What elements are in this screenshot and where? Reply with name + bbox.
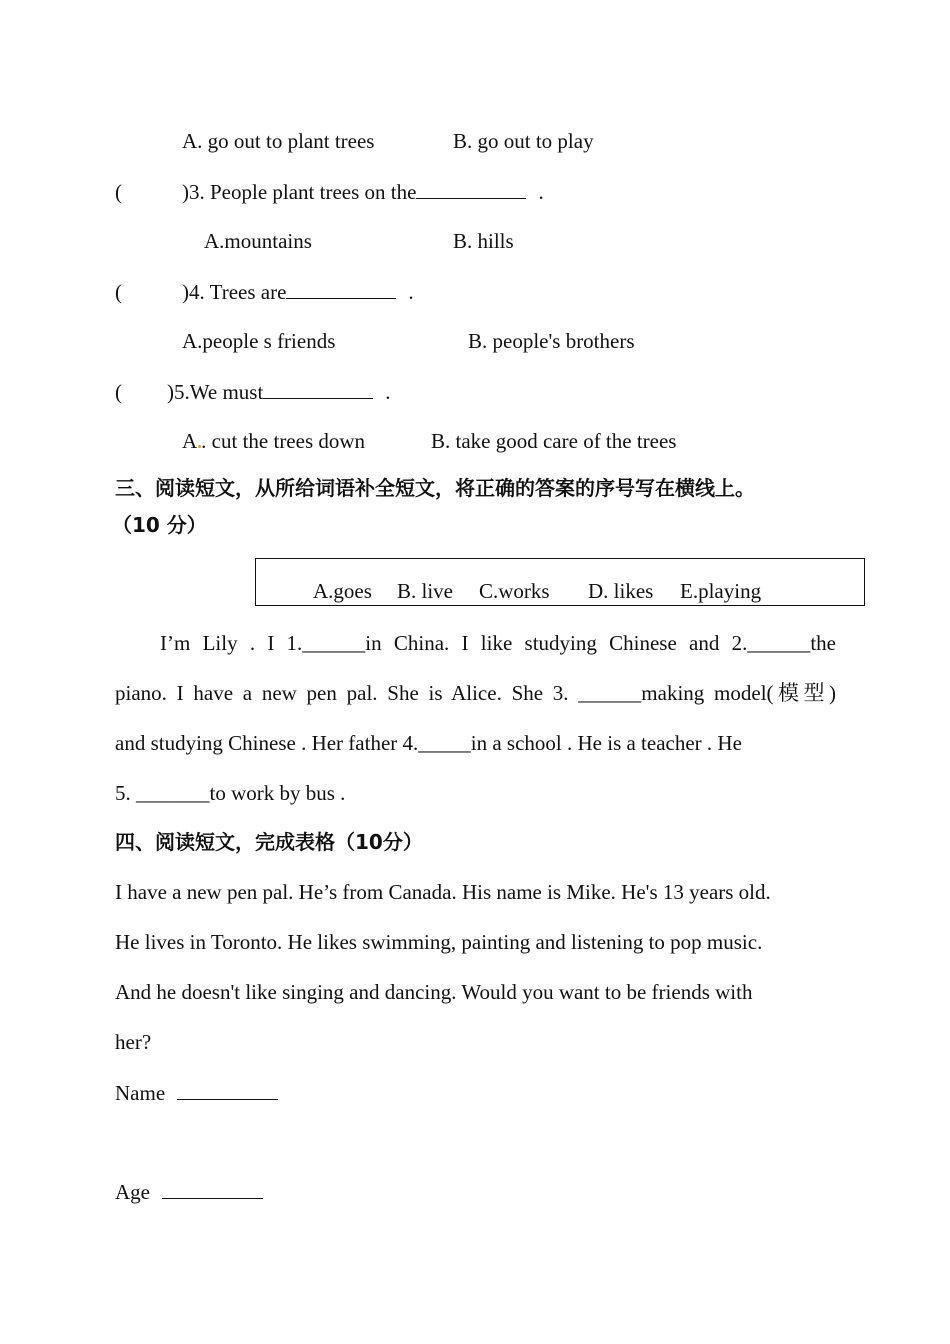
q5-option-a — [182, 428, 365, 454]
q5-end: . — [385, 380, 391, 404]
q5-open-paren: ( — [115, 380, 122, 404]
q4-end: . — [408, 280, 414, 304]
word-bank-item-e: E.playing — [680, 579, 762, 603]
q3-open-paren: ( — [115, 180, 122, 204]
name-field-row — [115, 1079, 278, 1106]
q5-row — [115, 378, 391, 405]
section4-passage-line-3: And he doesn't like singing and dancing. Would you want to be friends with — [115, 980, 753, 1004]
age-field-row — [115, 1178, 263, 1205]
q2-option-b: B. go out to play — [453, 129, 594, 153]
section4-passage-line-2: He lives in Toronto. He likes swimming, painting and listening to pop music. — [115, 930, 763, 954]
age-answer-blank[interactable] — [162, 1178, 263, 1199]
q3-option-a: A.mountains — [204, 229, 312, 253]
age-label: Age — [115, 1180, 150, 1204]
q3-end: . — [538, 180, 544, 204]
section3-passage-line-4: 5. _______to work by bus . — [115, 781, 346, 805]
q5-option-b: B. take good care of the trees — [431, 429, 677, 453]
q5-option-a-letter: A — [182, 429, 198, 453]
section3-passage-line-1: I’m Lily . I 1.______in China. I like studying Chinese and 2.______the — [160, 631, 836, 655]
q3-row — [115, 178, 544, 205]
q4-open-paren: ( — [115, 280, 122, 304]
name-answer-blank[interactable] — [177, 1079, 278, 1100]
name-label: Name — [115, 1081, 166, 1105]
q4-row — [115, 278, 414, 305]
q3-option-b: B. hills — [453, 229, 514, 253]
q5-stem: )5.We must — [167, 380, 264, 404]
section3-points: （10 分） — [112, 513, 207, 537]
word-bank-item-d: D. likes — [588, 579, 654, 603]
q3-stem: )3. People plant trees on the — [182, 180, 417, 204]
section3-heading: 三、阅读短文，从所给词语补全短文，将正确的答案的序号写在横线上。 — [115, 476, 755, 500]
q3-answer-blank[interactable] — [416, 178, 526, 199]
q5-option-a-text: . cut the trees down — [201, 429, 366, 453]
word-bank-item-a: A.goes — [313, 579, 372, 603]
section4-passage-line-1: I have a new pen pal. He’s from Canada. His name is Mike. He's 13 years old. — [115, 880, 771, 904]
q2-option-a: A. go out to plant trees — [182, 129, 375, 153]
q5-answer-blank[interactable] — [263, 378, 373, 399]
q4-option-a: A.people s friends — [182, 329, 336, 353]
section4-heading: 四、阅读短文，完成表格（10分） — [115, 830, 423, 854]
section4-passage-line-4: her? — [115, 1030, 152, 1054]
section3-passage-line-3: and studying Chinese . Her father 4._____in a school . He is a teacher . He — [115, 731, 742, 755]
q4-stem: )4. Trees are — [182, 280, 287, 304]
word-bank-item-b: B. live — [397, 579, 453, 603]
q4-option-b: B. people's brothers — [468, 329, 635, 353]
word-bank-item-c: C.works — [479, 579, 550, 603]
section3-passage-line-2: piano. I have a new pen pal. She is Alice. She 3. ______making model(模型) — [115, 681, 836, 705]
q4-answer-blank[interactable] — [286, 278, 396, 299]
